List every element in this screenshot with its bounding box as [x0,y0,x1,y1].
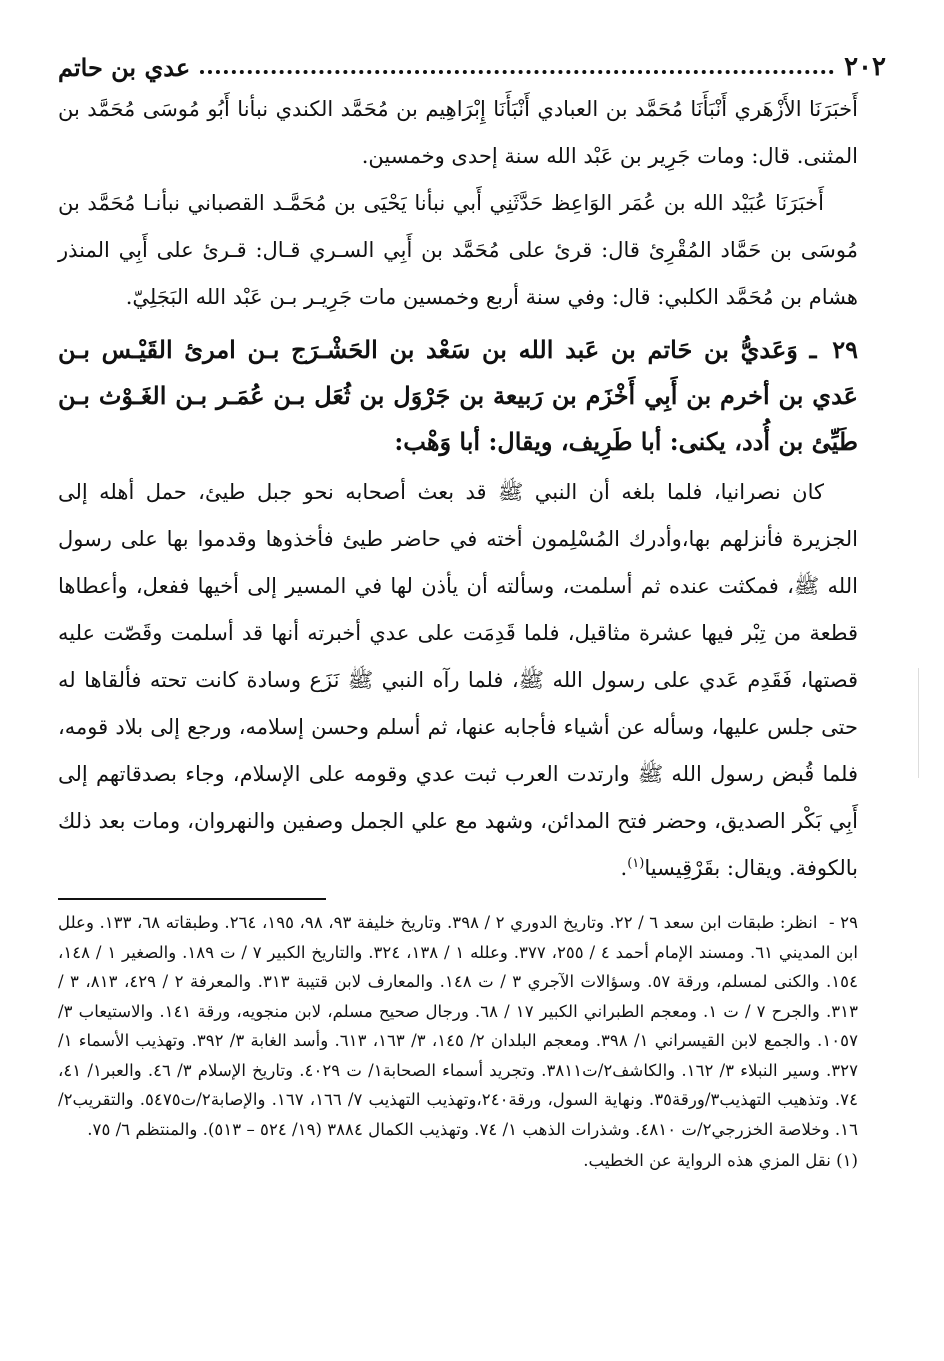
page-number: ٢٠٢ [844,52,886,82]
paragraph-isnad-2: أَخبَرَنَا عُبَيْد الله بن عُمَر الوَاعِظ حَدَّثَنِي أَبي نبأنا يَحْيَى بن مُحَمَّـد القصباني نبأنـا مُحَمَّد بن مُوسَى بن حَمَّاد المُقْرِئ قال: قرئ على مُحَمَّد بن أَبِي السـري قـال: قـرئ على أَبِي المنذر هشام بن مُحَمَّد الكلبي: قال: وفي سنة أربع وخمسين مات جَرِيـر بـن عَبْد الله البَجَلِيّ. [58,191,858,309]
entry-number: ٢٩ [832,335,859,364]
paragraph-isnad-1: أَخبَرَنَا الأَزْهَري أَنْبَأَنَا مُحَمَّد بن العبادي أَنْبَأَنَا إِبْرَاهِيم بن مُحَمَّد الكندي نبأنا أَبُو مُوسَى مُحَمَّد بن المثنى. قال: ومات جَرِير بن عَبْد الله سنة إحدى وخمسين. [58,97,858,168]
scan-margin-mark [918,668,921,778]
sources-number: ٢٩ - [829,913,858,932]
biography-text: كان نصرانيا، فلما بلغه أن النبي ﷺ قد بعث أصحابه نحو جبل طيئ، حمل أهله إلى الجزيرة فأنزلهم بها،وأدرك المُسْلِمون أخته في حاضر طيئ فأخذوها وقدموا بها على رسول الله ﷺ، فمكثت عنده ثم أسلمت، وسألته أن يأذن لها في المسير إلى أخيها ففعل، وأعطاها قطعة من تِبْر فيها عشرة مثاقيل، فلما قَدِمَت على عدي أخبرته أنها قد أسلمت وقَصّت عليه قصتها، فَقَدِم عَدي على رسول الله ﷺ، فلما رآه النبي ﷺ نَزَع وسادة كانت تحته فألقاها له حتى جلس عليها، وسأله عن أشياء فأجابه عنها، ثم أسلم وحسن إسلامه، ورجع إلى بلاد قومه، فلما قُبض رسول الله ﷺ وارتدت العرب ثبت عدي وقومه على الإسلام، وجاء بصدقاتهم إلى أَبِي بَكْر الصديق، وحضر فتح المدائن، وشهد مع علي الجمل وصفين والنهروان، ومات بعد ذلك بالكوفة. ويقال: بقَرْقِيسيا [58,480,858,880]
page-header [58,46,886,82]
footnote-1: (١) نقل المزي هذه الرواية عن الخطيب. [583,1151,858,1170]
biography-entry-heading [58,327,858,465]
header-dotted-leader [200,69,834,74]
footnote-separator [58,898,326,900]
sources-text: انظر: طبقات ابن سعد ٦ / ٢٢. وتاريخ الدوري ٢ / ٣٩٨. وتاريخ خليفة ٩٣، ٩٨، ١٩٥، ٢٦٤. وطبقاته ٦٨، ١٣٣. وعلل ابن المديني ٦١. ومسند الإمام أحمد ٤ / ٢٥٥، ٣٧٧. وعلله ١ / ١٣٨، ٣٢٤. والتاريخ الكبير ٧ / ت ١٨٩. والصغير ١ / ١٤٨، ١٥٤. والكنى لمسلم، ورقة ٥٧. وسؤالات الآجري ٣ / ت ١٤٨. والمعارف لابن قتيبة ٣١٣. والمعرفة ٢ / ٤٢٩، ٨١٣، ٣ / ٣١٣. والجرح ٧ / ت ١. ومعجم الطبراني الكبير ١٧ / ٦٨. ورجال صحيح مسلم، لابن منجويه، ورقة ١٤١. والاستيعاب ٣/ ١٠٥٧. والجمع لابن القيسراني ١/ ٣٩٨. ومعجم البلدان ٢/ ١٤٥، ٣/ ١٦٣، ٦١٣. وأسد الغابة ٣/ ٣٩٢. وتهذيب الأسماء ١/ ٣٢٧. وسير النبلاء ٣/ ١٦٢. والكاشف٢/ت٣٨١١. وتجريد أسماء الصحابة١/ ت ٤٠٢٩. وتاريخ الإسلام ٣/ ٤٦. والعبر١/ ٤١، ٧٤. وتذهيب التهذيب٣/ورقة٣٥. ونهاية السول، ورقة٢٤٠،وتهذيب التهذيب ٧/ ١٦٦، ١٦٧. والإصابة٢/ت٥٤٧٥. والتقريب٢/ ١٦. وخلاصة الخزرجي٢/ت ٤٨١٠. وشذرات الذهب ١/ ٧٤. وتهذيب الكمال ٣٨٨٤ (١٩/ ٥٢٤ – ٥١٣). والمنتظم ٦/ ٧٥. [58,913,859,1139]
page-body [58,86,858,1176]
footnote-marker: (١) [627,856,645,871]
running-title: عدي بن حاتم [58,53,191,82]
biography-paragraph: كان نصرانيا، فلما بلغه أن النبي ﷺ قد بعث أصحابه نحو جبل طيئ، حمل أهله إلى الجزيرة فأنزلهم بها،وأدرك المُسْلِمون أخته في حاضر طيئ فأخذوها وقدموا بها على رسول الله ﷺ، فمكثت عنده ثم أسلمت، وسألته أن يأذن لها في المسير إلى أخيها ففعل، وأعطاها قطعة من تِبْر فيها عشرة مثاقيل، فلما قَدِمَت على عدي أخبرته أنها قد أسلمت وقَصّت عليه قصتها، فَقَدِم عَدي على رسول الله ﷺ، فلما رآه النبي ﷺ نَزَع وسادة كانت تحته فألقاها له حتى جلس عليها، وسأله عن أشياء فأجابه عنها، ثم أسلم وحسن إسلامه، ورجع إلى بلاد قومه، فلما قُبض رسول الله ﷺ وارتدت العرب ثبت عدي وقومه على الإسلام، وجاء بصدقاتهم إلى أَبِي بَكْر الصديق، وحضر فتح المدائن، وشهد مع علي الجمل وصفين والنهروان، ومات بعد ذلك بالكوفة. ويقال: بقَرْقِيسيا$^{(١)}$. [58,480,858,880]
entry-heading-text: ـ وَعَديُّ بن حَاتم بن عَبد الله بن سَعْد بن الحَشْـرَج بـن امرئ القَيْـس بـن عَدي بن أخرم بن أَبِي أَخْزَم بن رَبيعة بن جَرْوَل بن ثُعَل بـن عُمَـر بـن الغَـوْث بـن طَيِّئ بن أُدد، يكنى: أبا طَرِيف، ويقال: أبا وَهْب: [58,335,858,456]
sources-footnote [58,908,858,1144]
